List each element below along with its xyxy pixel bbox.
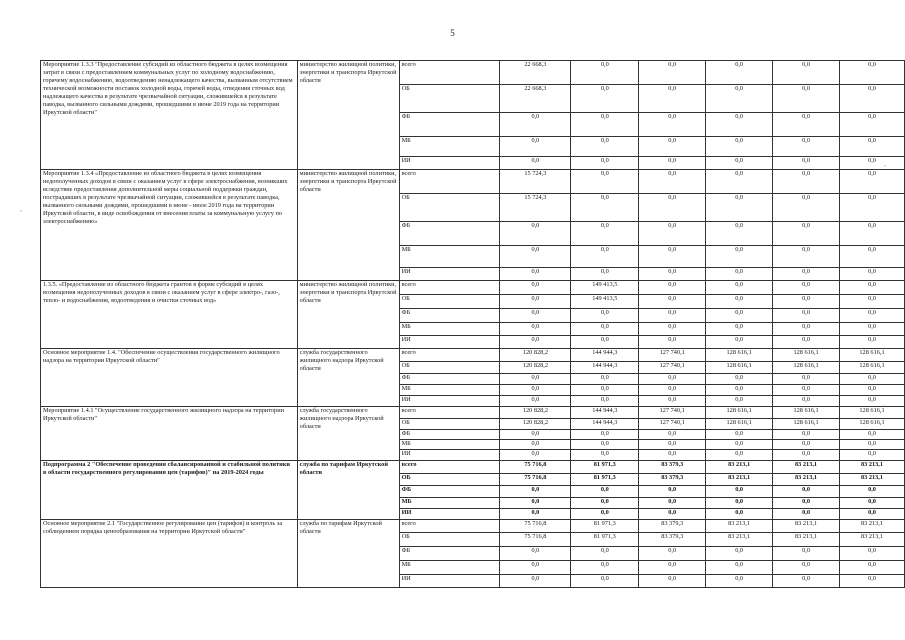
- amount-cell: 15 724,3: [500, 194, 571, 222]
- amount-cell: 0,0: [500, 509, 571, 520]
- amount-cell: 0,0: [773, 385, 840, 396]
- amount-cell: 0,0: [571, 498, 639, 509]
- executor-cell: служба государственного жилищного надзора Иркутской области: [297, 349, 399, 407]
- amount-cell: 83 213,1: [773, 474, 840, 486]
- amount-cell: 0,0: [840, 323, 905, 336]
- amount-cell: 0,0: [773, 309, 840, 323]
- executor-cell: служба государственного жилищного надзора Иркутской области: [297, 407, 399, 461]
- amount-cell: 0,0: [500, 575, 571, 588]
- amount-cell: 149 413,5: [571, 295, 639, 309]
- amount-cell: 0,0: [706, 194, 773, 222]
- amount-cell: 0,0: [571, 509, 639, 520]
- amount-cell: 0,0: [706, 295, 773, 309]
- amount-cell: 0,0: [706, 85, 773, 113]
- amount-cell: 0,0: [639, 486, 706, 498]
- amount-cell: 0,0: [706, 430, 773, 440]
- table-row: [41, 407, 905, 419]
- amount-cell: 0,0: [500, 430, 571, 440]
- amount-cell: 0,0: [773, 396, 840, 407]
- amount-cell: 0,0: [571, 336, 639, 349]
- amount-cell: 0,0: [571, 385, 639, 396]
- amount-cell: 0,0: [639, 113, 706, 137]
- amount-cell: 128 616,1: [773, 362, 840, 374]
- amount-cell: 0,0: [706, 323, 773, 336]
- amount-cell: 120 828,2: [500, 407, 571, 419]
- amount-cell: 0,0: [639, 509, 706, 520]
- amount-cell: 0,0: [500, 295, 571, 309]
- amount-cell: 0,0: [773, 194, 840, 222]
- funding-source-cell: ФБ: [399, 113, 500, 137]
- table-row: [41, 170, 905, 194]
- amount-cell: 0,0: [639, 137, 706, 157]
- funding-source-cell: ИИ: [399, 575, 500, 588]
- table-row: [41, 281, 905, 295]
- amount-cell: 0,0: [840, 547, 905, 561]
- amount-cell: 0,0: [500, 396, 571, 407]
- amount-cell: 0,0: [639, 547, 706, 561]
- amount-cell: 0,0: [639, 222, 706, 246]
- table-row: [41, 461, 905, 474]
- funding-source-cell: ИИ: [399, 157, 500, 170]
- funding-source-cell: ФБ: [399, 486, 500, 498]
- amount-cell: 75 716,8: [500, 461, 571, 474]
- amount-cell: 128 616,1: [706, 407, 773, 419]
- amount-cell: 0,0: [706, 170, 773, 194]
- amount-cell: 0,0: [571, 547, 639, 561]
- amount-cell: 83 379,3: [639, 474, 706, 486]
- amount-cell: 0,0: [639, 323, 706, 336]
- amount-cell: 0,0: [706, 450, 773, 461]
- amount-cell: 0,0: [500, 385, 571, 396]
- funding-source-cell: ОБ: [399, 419, 500, 430]
- amount-cell: 0,0: [571, 85, 639, 113]
- amount-cell: 0,0: [500, 440, 571, 450]
- amount-cell: 0,0: [500, 113, 571, 137]
- amount-cell: 15 724,3: [500, 170, 571, 194]
- funding-source-cell: всего: [399, 170, 500, 194]
- amount-cell: 0,0: [639, 295, 706, 309]
- amount-cell: 0,0: [500, 374, 571, 385]
- event-name-cell: Основное мероприятие 1.4. "Обеспечение осуществления государственного жилищного надзора на территории Иркутской области": [41, 349, 298, 407]
- amount-cell: 0,0: [639, 430, 706, 440]
- table-row: [41, 61, 905, 85]
- amount-cell: 0,0: [840, 222, 905, 246]
- amount-cell: 83 379,3: [639, 533, 706, 547]
- amount-cell: 0,0: [706, 61, 773, 85]
- scan-speck: [884, 405, 886, 407]
- amount-cell: 0,0: [840, 309, 905, 323]
- event-name-cell: Мероприятие 1.4.1 "Осуществление государственного жилищного надзора на территории Иркутской области": [41, 407, 298, 461]
- amount-cell: 83 379,3: [639, 461, 706, 474]
- amount-cell: 0,0: [773, 486, 840, 498]
- table-row: [41, 520, 905, 533]
- amount-cell: 128 616,1: [773, 407, 840, 419]
- amount-cell: 0,0: [706, 157, 773, 170]
- amount-cell: 0,0: [571, 430, 639, 440]
- executor-cell: служба по тарифам Иркутской области: [297, 461, 399, 520]
- amount-cell: 0,0: [773, 450, 840, 461]
- funding-source-cell: МБ: [399, 323, 500, 336]
- amount-cell: 83 213,1: [706, 474, 773, 486]
- amount-cell: 0,0: [571, 323, 639, 336]
- amount-cell: 0,0: [840, 85, 905, 113]
- amount-cell: 0,0: [840, 440, 905, 450]
- amount-cell: 0,0: [840, 157, 905, 170]
- amount-cell: 0,0: [773, 281, 840, 295]
- funding-source-cell: ОБ: [399, 474, 500, 486]
- amount-cell: 0,0: [840, 170, 905, 194]
- amount-cell: 128 616,1: [773, 419, 840, 430]
- amount-cell: 0,0: [500, 137, 571, 157]
- amount-cell: 81 971,3: [571, 461, 639, 474]
- amount-cell: 0,0: [639, 374, 706, 385]
- amount-cell: 0,0: [773, 440, 840, 450]
- amount-cell: 0,0: [840, 509, 905, 520]
- amount-cell: 127 740,1: [639, 419, 706, 430]
- amount-cell: 83 213,1: [706, 533, 773, 547]
- amount-cell: 0,0: [571, 113, 639, 137]
- amount-cell: 0,0: [500, 498, 571, 509]
- amount-cell: 0,0: [571, 222, 639, 246]
- amount-cell: 0,0: [571, 374, 639, 385]
- amount-cell: 0,0: [773, 430, 840, 440]
- amount-cell: 0,0: [706, 268, 773, 281]
- funding-table: [40, 60, 905, 588]
- amount-cell: 0,0: [706, 246, 773, 268]
- funding-source-cell: всего: [399, 281, 500, 295]
- funding-source-cell: ФБ: [399, 547, 500, 561]
- amount-cell: 0,0: [840, 561, 905, 575]
- amount-cell: 0,0: [571, 61, 639, 85]
- amount-cell: 0,0: [773, 509, 840, 520]
- amount-cell: 0,0: [639, 336, 706, 349]
- amount-cell: 0,0: [571, 561, 639, 575]
- amount-cell: 0,0: [500, 486, 571, 498]
- funding-source-cell: ФБ: [399, 222, 500, 246]
- amount-cell: 0,0: [571, 194, 639, 222]
- amount-cell: 0,0: [639, 170, 706, 194]
- page-number: 5: [450, 28, 455, 38]
- amount-cell: 0,0: [706, 385, 773, 396]
- amount-cell: 128 616,1: [706, 419, 773, 430]
- amount-cell: 0,0: [840, 336, 905, 349]
- funding-source-cell: всего: [399, 61, 500, 85]
- amount-cell: 0,0: [639, 385, 706, 396]
- amount-cell: 75 716,8: [500, 520, 571, 533]
- amount-cell: 0,0: [840, 61, 905, 85]
- amount-cell: 144 944,3: [571, 349, 639, 362]
- amount-cell: 120 828,2: [500, 419, 571, 430]
- event-name-cell: Подпрограмма 2 "Обеспечение проведения сбалансированной и стабильной политики в области государственного регулирования цен (тарифов)" на 2019-2024 годы: [41, 461, 298, 520]
- amount-cell: 75 716,8: [500, 474, 571, 486]
- amount-cell: 0,0: [706, 309, 773, 323]
- executor-cell: министерство жилищной политики, энергетики и транспорта Иркутской области: [297, 281, 399, 349]
- amount-cell: 144 944,3: [571, 362, 639, 374]
- amount-cell: 0,0: [706, 281, 773, 295]
- funding-source-cell: ОБ: [399, 295, 500, 309]
- amount-cell: 81 971,3: [571, 533, 639, 547]
- event-name-cell: Мероприятие 1.3.3 "Предоставление субсидий из областного бюджета в целях возмещения затрат в связи с предоставлением коммунальных услуг по холодному водоснабжению, горячему водоснабжению, водоотведению ненадлежащего качества, вызванным отсутствием технической возможности поставок холодной воды, горячей воды, отведения сточных вод надлежащего качества в результате чрезвычайной ситуации, сложившейся в результате паводка, вызванного сильными дождями, прошедшими в июне 2019 года на территории Иркутской области": [41, 61, 298, 170]
- amount-cell: 83 379,3: [639, 520, 706, 533]
- funding-source-cell: МБ: [399, 561, 500, 575]
- amount-cell: 0,0: [773, 374, 840, 385]
- amount-cell: 0,0: [639, 246, 706, 268]
- amount-cell: 0,0: [840, 137, 905, 157]
- amount-cell: 0,0: [840, 374, 905, 385]
- amount-cell: 0,0: [706, 486, 773, 498]
- amount-cell: 0,0: [500, 561, 571, 575]
- amount-cell: 0,0: [706, 547, 773, 561]
- amount-cell: 0,0: [773, 170, 840, 194]
- amount-cell: 0,0: [639, 450, 706, 461]
- table-row: [41, 349, 905, 362]
- amount-cell: 0,0: [773, 157, 840, 170]
- amount-cell: 0,0: [773, 323, 840, 336]
- amount-cell: 0,0: [500, 547, 571, 561]
- amount-cell: 0,0: [571, 157, 639, 170]
- amount-cell: 0,0: [500, 309, 571, 323]
- amount-cell: 128 616,1: [840, 349, 905, 362]
- amount-cell: 127 740,1: [639, 349, 706, 362]
- event-name-cell: Основное мероприятие 2.1 "Государственное регулирование цен (тарифов) и контроль за соблюдением порядка ценообразования на территории Иркутской области": [41, 520, 298, 588]
- amount-cell: 144 944,3: [571, 407, 639, 419]
- amount-cell: 0,0: [840, 486, 905, 498]
- amount-cell: 0,0: [706, 440, 773, 450]
- amount-cell: 0,0: [840, 246, 905, 268]
- amount-cell: 0,0: [706, 498, 773, 509]
- amount-cell: 0,0: [706, 336, 773, 349]
- funding-source-cell: ИИ: [399, 509, 500, 520]
- amount-cell: 0,0: [571, 170, 639, 194]
- amount-cell: 0,0: [840, 385, 905, 396]
- executor-cell: министерство жилищной политики, энергетики и транспорта Иркутской области: [297, 61, 399, 170]
- amount-cell: 0,0: [500, 268, 571, 281]
- funding-source-cell: всего: [399, 520, 500, 533]
- amount-cell: 0,0: [571, 450, 639, 461]
- amount-cell: 0,0: [639, 61, 706, 85]
- funding-source-cell: ФБ: [399, 309, 500, 323]
- amount-cell: 83 213,1: [840, 520, 905, 533]
- amount-cell: 0,0: [706, 561, 773, 575]
- amount-cell: 120 828,2: [500, 362, 571, 374]
- amount-cell: 83 213,1: [840, 474, 905, 486]
- funding-source-cell: ИИ: [399, 268, 500, 281]
- amount-cell: 83 213,1: [706, 520, 773, 533]
- amount-cell: 81 971,3: [571, 520, 639, 533]
- amount-cell: 0,0: [773, 61, 840, 85]
- amount-cell: 0,0: [571, 396, 639, 407]
- amount-cell: 75 716,8: [500, 533, 571, 547]
- funding-source-cell: МБ: [399, 440, 500, 450]
- amount-cell: 0,0: [571, 309, 639, 323]
- amount-cell: 0,0: [639, 281, 706, 295]
- executor-cell: служба по тарифам Иркутской области: [297, 520, 399, 588]
- amount-cell: 0,0: [571, 246, 639, 268]
- funding-source-cell: всего: [399, 461, 500, 474]
- amount-cell: 83 213,1: [773, 461, 840, 474]
- amount-cell: 127 740,1: [639, 362, 706, 374]
- amount-cell: 0,0: [773, 575, 840, 588]
- funding-source-cell: МБ: [399, 385, 500, 396]
- amount-cell: 0,0: [639, 194, 706, 222]
- event-name-cell: Мероприятие 1.3.4 «Предоставление из областного бюджета в целях возмещения недополученных доходов в связи с оказанием услуг в сфере электроснабжения, возникших вследствие предоставления дополнительной меры социальной поддержки граждан, пострадавших в результате чрезвычайной ситуации, сложившейся в результате паводка, вызванного сильными дождями, прошедшими в июне - июле 2019 года на территории Иркутской области, в виде освобождения от внесения платы за коммунальную услугу по электроснабжению»: [41, 170, 298, 281]
- amount-cell: 0,0: [571, 137, 639, 157]
- amount-cell: 0,0: [773, 85, 840, 113]
- amount-cell: 0,0: [639, 396, 706, 407]
- amount-cell: 0,0: [840, 396, 905, 407]
- amount-cell: 0,0: [706, 575, 773, 588]
- amount-cell: 0,0: [840, 430, 905, 440]
- amount-cell: 0,0: [571, 486, 639, 498]
- amount-cell: 0,0: [500, 222, 571, 246]
- amount-cell: 0,0: [500, 246, 571, 268]
- amount-cell: 0,0: [773, 113, 840, 137]
- amount-cell: 0,0: [773, 336, 840, 349]
- amount-cell: 0,0: [840, 498, 905, 509]
- amount-cell: 0,0: [773, 222, 840, 246]
- scan-speck: [884, 165, 886, 167]
- amount-cell: 0,0: [840, 281, 905, 295]
- funding-source-cell: МБ: [399, 498, 500, 509]
- amount-cell: 83 213,1: [706, 461, 773, 474]
- amount-cell: 0,0: [500, 450, 571, 461]
- amount-cell: 0,0: [571, 575, 639, 588]
- amount-cell: 128 616,1: [706, 349, 773, 362]
- amount-cell: 0,0: [639, 561, 706, 575]
- funding-source-cell: ИИ: [399, 336, 500, 349]
- amount-cell: 0,0: [639, 157, 706, 170]
- amount-cell: 128 616,1: [773, 349, 840, 362]
- amount-cell: 0,0: [840, 194, 905, 222]
- amount-cell: 0,0: [706, 137, 773, 157]
- funding-source-cell: ОБ: [399, 362, 500, 374]
- amount-cell: 22 668,3: [500, 61, 571, 85]
- funding-source-cell: МБ: [399, 137, 500, 157]
- scan-speck: [20, 210, 22, 212]
- funding-source-cell: ФБ: [399, 374, 500, 385]
- funding-source-cell: МБ: [399, 246, 500, 268]
- amount-cell: 22 668,3: [500, 85, 571, 113]
- funding-source-cell: ИИ: [399, 396, 500, 407]
- amount-cell: 0,0: [639, 575, 706, 588]
- amount-cell: 0,0: [840, 295, 905, 309]
- amount-cell: 128 616,1: [840, 419, 905, 430]
- amount-cell: 0,0: [571, 268, 639, 281]
- amount-cell: 0,0: [706, 222, 773, 246]
- amount-cell: 144 944,3: [571, 419, 639, 430]
- amount-cell: 0,0: [773, 295, 840, 309]
- funding-source-cell: всего: [399, 349, 500, 362]
- amount-cell: 0,0: [773, 137, 840, 157]
- amount-cell: 0,0: [773, 498, 840, 509]
- funding-source-cell: ОБ: [399, 533, 500, 547]
- amount-cell: 128 616,1: [840, 362, 905, 374]
- amount-cell: 0,0: [840, 268, 905, 281]
- funding-source-cell: ОБ: [399, 194, 500, 222]
- amount-cell: 0,0: [840, 575, 905, 588]
- amount-cell: 0,0: [840, 450, 905, 461]
- amount-cell: 0,0: [840, 113, 905, 137]
- amount-cell: 83 213,1: [840, 461, 905, 474]
- executor-cell: министерство жилищной политики, энергетики и транспорта Иркутской области: [297, 170, 399, 281]
- funding-source-cell: всего: [399, 407, 500, 419]
- table-body: [41, 61, 905, 588]
- amount-cell: 0,0: [500, 281, 571, 295]
- amount-cell: 83 213,1: [840, 533, 905, 547]
- amount-cell: 0,0: [706, 396, 773, 407]
- amount-cell: 0,0: [706, 113, 773, 137]
- amount-cell: 0,0: [639, 498, 706, 509]
- amount-cell: 0,0: [639, 309, 706, 323]
- amount-cell: 0,0: [773, 561, 840, 575]
- amount-cell: 127 740,1: [639, 407, 706, 419]
- amount-cell: 81 971,3: [571, 474, 639, 486]
- amount-cell: 0,0: [639, 268, 706, 281]
- amount-cell: 0,0: [500, 336, 571, 349]
- amount-cell: 128 616,1: [706, 362, 773, 374]
- amount-cell: 0,0: [500, 157, 571, 170]
- amount-cell: 0,0: [706, 374, 773, 385]
- amount-cell: 149 413,5: [571, 281, 639, 295]
- amount-cell: 83 213,1: [773, 533, 840, 547]
- amount-cell: 0,0: [773, 547, 840, 561]
- event-name-cell: 1.3.5. «Предоставление из областного бюджета грантов в форме субсидий в целях возмещения недополученных доходов в связи с оказанием услуг в сфере электро-, газо-, тепло- и водоснабжения, водоотведения и очистки сточных вод»: [41, 281, 298, 349]
- amount-cell: 0,0: [639, 85, 706, 113]
- amount-cell: 120 828,2: [500, 349, 571, 362]
- funding-source-cell: ОБ: [399, 85, 500, 113]
- amount-cell: 0,0: [773, 246, 840, 268]
- amount-cell: 128 616,1: [840, 407, 905, 419]
- funding-source-cell: ФБ: [399, 430, 500, 440]
- amount-cell: 0,0: [571, 440, 639, 450]
- amount-cell: 83 213,1: [773, 520, 840, 533]
- funding-source-cell: ИИ: [399, 450, 500, 461]
- amount-cell: 0,0: [706, 509, 773, 520]
- amount-cell: 0,0: [773, 268, 840, 281]
- amount-cell: 0,0: [639, 440, 706, 450]
- amount-cell: 0,0: [500, 323, 571, 336]
